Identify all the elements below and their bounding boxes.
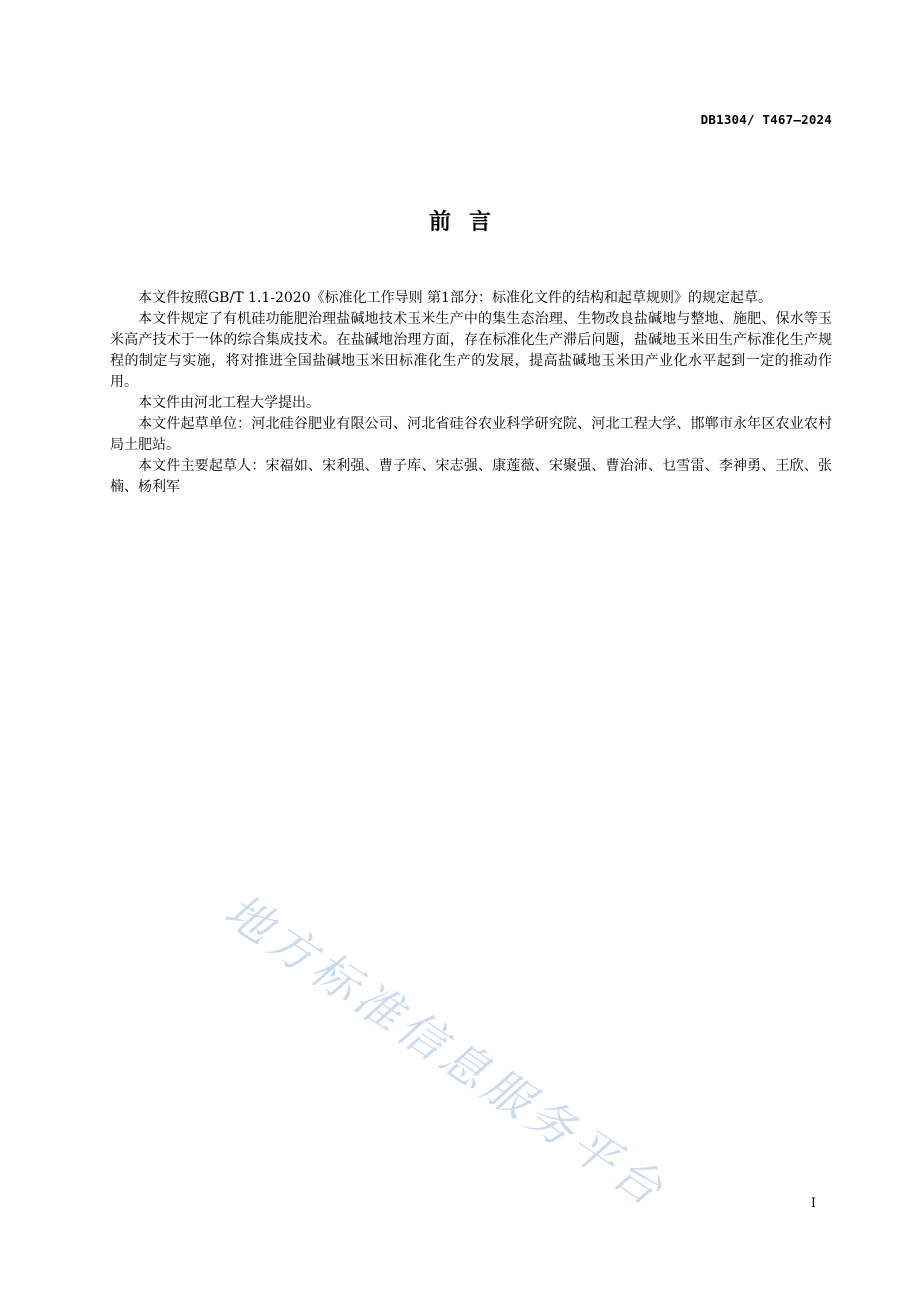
paragraph-drafting-basis: 本文件按照GB/T 1.1-2020《标准化工作导则 第1部分：标准化文件的结构和起草规则》的规定起草。 xyxy=(138,290,772,306)
paragraph-drafters: 本文件主要起草人：宋福如、宋利强、曹子库、宋志强、康莲薇、宋聚强、曹治沛、乜雪雷、李神勇、王欣、张楠、杨利军 xyxy=(110,458,832,495)
watermark: 地方标准信息服务平台 xyxy=(215,883,677,1219)
page-number: I xyxy=(810,1196,816,1211)
page-title: 前言 xyxy=(428,210,509,235)
paragraph-scope: 本文件规定了有机硅功能肥治理盐碱地技术玉米生产中的集生态治理、生物改良盐碱地与整地、施肥、保水等玉米高产技术于一体的综合集成技术。在盐碱地治理方面，存在标准化生产滞后问题，盐碱地玉米田生产标准化生产规程的制定与实施，将对推进全国盐碱地玉米田标准化生产的发展，提高盐碱地玉米田产业化水平起到一定的推动作用。 xyxy=(110,311,832,390)
paragraph-proposer: 本文件由河北工程大学提出。 xyxy=(138,395,320,411)
document-code: DB1304/ T467—2024 xyxy=(700,112,832,127)
body-text xyxy=(110,288,832,498)
paragraph-drafting-units: 本文件起草单位：河北硅谷肥业有限公司、河北省硅谷农业科学研究院、河北工程大学、邯郸市永年区农业农村局土肥站。 xyxy=(110,416,832,453)
